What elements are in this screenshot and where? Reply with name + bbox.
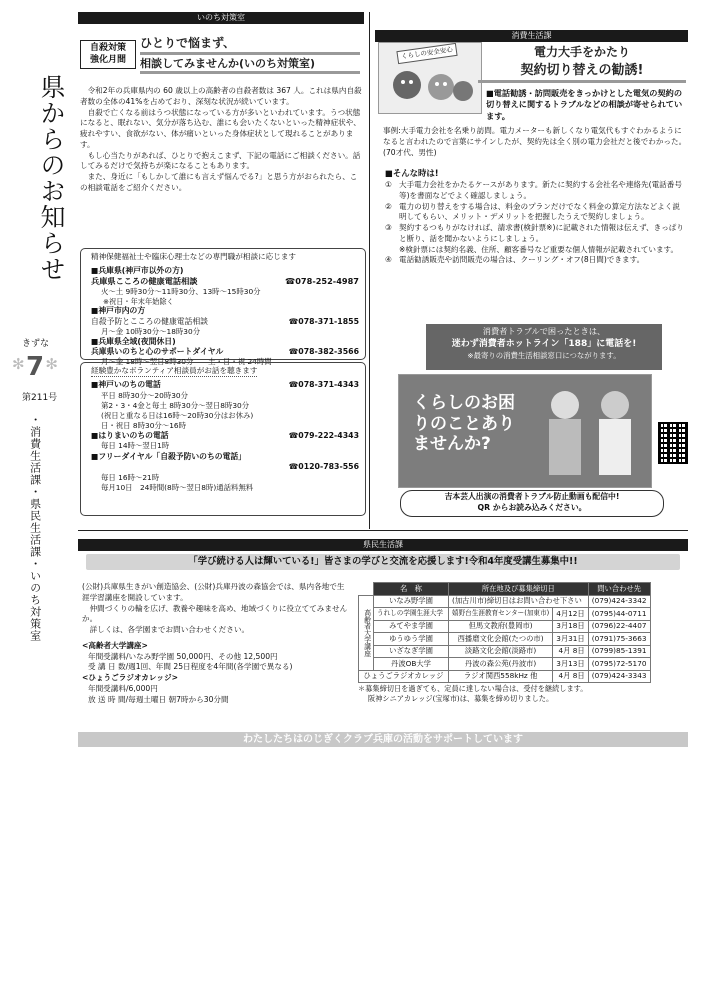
phone-number[interactable]: (0799)85-1391 <box>588 645 650 658</box>
service-hours: 毎日 14時～翌日1時 <box>101 441 170 451</box>
service-note: ※祝日・年末年始除く <box>103 296 174 306</box>
school-table <box>358 582 651 683</box>
paragraph: (公財)兵庫県生きがい創造協会、(公財)兵庫丹波の森協会では、県内各地で生涯学習講座を開設しています。 <box>82 582 345 602</box>
service-hours: 月～金 10時30分～18時30分 <box>101 326 201 336</box>
footer-banner: わたしたちはのじぎくクラブ兵庫の活動をサポートしています <box>78 732 688 747</box>
course-detail: 年間受講料/いなみ野学園 50,000円、その他 12,500円 <box>88 651 278 661</box>
service-hours: 毎日 16時～21時 <box>101 472 160 482</box>
hotline-box <box>426 324 662 370</box>
side-label: 高齢者大学講座 <box>359 595 374 670</box>
magazine-name: きずな <box>22 339 50 349</box>
hotline-note: ※最寄りの消費生活相談窓口につながります。 <box>467 350 621 360</box>
magazine-section-title: 県からのお知らせ <box>37 74 66 282</box>
table-row: 丹波OB大学 丹波の森公苑(丹波市) 3月13日 (0795)72-5170 <box>359 658 651 671</box>
shohi-title-2: 契約切り替えの勧誘! <box>478 62 686 83</box>
box-intro: 精神保健福祉士や臨床心理士などの専門職が相談に応じます <box>91 252 297 261</box>
banner-text: くらしのお困りのことありませんか? <box>413 393 515 455</box>
column-divider <box>369 12 370 529</box>
table-note: 阪神シニアカレッジ(宝塚市)は、募集を締め切りました。 <box>368 693 554 703</box>
service-hours: 平日 8時30分～20時30分 <box>101 390 188 400</box>
qr-code-icon[interactable] <box>658 422 688 464</box>
mascot-flag: くらしの安全安心 <box>396 43 457 64</box>
inochi-title-1: ひとりで悩まず、 <box>140 35 360 55</box>
service-name: ■フリーダイヤル「自殺予防いのちの電話」 <box>91 451 246 461</box>
tip-item: ② 電力の切り替えをする場合は、料金のプランだけでなく料金の算定方法などよく説明してもらい、メリット・デメリットを把握したうえで契約しましょう。 <box>385 201 680 222</box>
paragraph: 自殺で亡くなる前はうつ状態になっている方が多いといわれています。うつ状態になると、眠れない、気分が落ち込む、誰にも会いたくないといった精神症状や、疲れやすい、食欲がない、体が痛いといった身体症状として現れることがあります。 <box>80 107 361 149</box>
paragraph: 詳しくは、各学園までお問い合わせください。 <box>89 625 250 635</box>
professional-consult-box <box>80 248 366 367</box>
tips-list <box>385 180 687 266</box>
consumer-video-banner[interactable] <box>398 374 652 488</box>
phone-number[interactable]: (079)424-3343 <box>588 670 650 683</box>
tips-heading: ■そんな時は! <box>385 168 439 178</box>
service-name: ■はりまいのちの電話 <box>91 430 169 440</box>
tip-item: ※検針票には契約名義、住所、顧客番号など重要な個人情報が記載されています。 <box>399 244 679 254</box>
video-notice <box>400 490 664 517</box>
case-example: 事例:大手電力会社を名乗り訪問。電力メーターも新しくなり電気代もすぐわかるようになると言われたので言葉にサインしたが、契約先は全く別の電力会社だと後でわかった。(70才代、男性) <box>383 126 687 157</box>
shohi-title-1: 電力大手をかたり <box>533 45 630 59</box>
campaign-tag: 自殺対策 強化月間 <box>80 40 136 69</box>
service-name: 兵庫県こころの健康電話相談 <box>91 276 198 287</box>
col-header: 問い合わせ先 <box>588 583 650 596</box>
area-label: ■兵庫県全域(夜間休日) <box>91 336 176 346</box>
tip-item: ④ 電話勧誘販売や訪問販売の場合は、クーリング・オフ(8日間)できます。 <box>385 255 645 265</box>
service-hours: 第2・3・4金と毎土 8時30分～翌日8時30分 <box>101 400 250 410</box>
hotline-line1: 消費者トラブルで困ったときは、 <box>482 326 606 336</box>
volunteer-consult-box <box>80 362 366 516</box>
service-hours: 毎月10日 24時間(8時～翌日8時)通話料無料 <box>101 482 254 492</box>
issue-label: 第211号 <box>22 393 58 403</box>
shohi-header: 消費生活課 <box>375 30 688 42</box>
phone-number[interactable]: ☎078-382-3566 <box>288 346 359 356</box>
paragraph: また、身近に「もしかして誰にも言えず悩んでる?」と思う方がおられたら、この相談電話をご紹介ください。 <box>80 172 358 193</box>
phone-number[interactable]: ☎078-371-1855 <box>288 316 359 326</box>
area-label: ■兵庫県(神戸市以外の方) <box>91 266 184 275</box>
service-name: 自殺予防とこころの健康電話相談 <box>91 316 208 326</box>
box-intro: 経験豊かなボランティア相談員がお話を聴きます <box>91 366 257 377</box>
service-name: 兵庫県いのちと心のサポートダイヤル <box>91 346 224 356</box>
inochi-header: いのち対策室 <box>78 12 364 24</box>
kenmin-banner: 「学び続ける人は輝いている!」皆さまの学びと交流を応援します!令和4年度受講生募集中!! <box>86 554 680 570</box>
table-row: みてやま学園 但馬文教府(豊岡市) 3月18日 (0796)22-4407 <box>359 620 651 633</box>
phone-number[interactable]: ☎078-252-4987 <box>285 276 359 287</box>
inochi-body <box>80 86 362 194</box>
area-label: ■神戸市内の方 <box>91 306 146 316</box>
table-row: いざなぎ学園 淡路文化会館(淡路市) 4月 8日 (0799)85-1391 <box>359 645 651 658</box>
page-number: 7 <box>25 352 45 382</box>
service-hours: (祝日と重なる日は16時～20時30分はお休み) <box>101 410 254 420</box>
mascot-drawing <box>379 43 479 111</box>
video-line1: 吉本芸人出演の消費者トラブル防止動画も配信中! <box>444 492 620 501</box>
phone-number[interactable]: (079)424-3342 <box>588 595 650 608</box>
paragraph: もし心当たりがあれば、ひとりで抱えこまず、下記の電話にご相談ください。話してみるだけで気持ちが楽になることもあります。 <box>80 150 361 171</box>
course-detail: 受 講 日 数/週1回、年間 25日程度を4年間(各学園で異なる) <box>88 662 293 672</box>
course-detail: 年間受講料/6,000円 <box>88 684 158 694</box>
video-line2: QR からお読み込みください。 <box>477 502 587 512</box>
shohi-lead: ■電話勧誘・訪問販売をきっかけとした電気の契約の切り替えに関するトラブルなどの相談が寄せられています。 <box>486 88 683 121</box>
kenmin-header: 県民生活課 <box>78 539 688 551</box>
comedians-photo <box>531 375 651 487</box>
table-row: ゆうゆう学園 西播磨文化会館(たつの市) 3月31日 (0791)75-3663 <box>359 633 651 646</box>
paragraph: 仲間づくりの輪を広げ、教養や趣味を高め、地域づくりに役立ててみませんか。 <box>82 603 348 624</box>
hotline-number[interactable]: 迷わず消費者ホットライン「188」に電話を! <box>451 338 637 349</box>
phone-number[interactable]: (0795)72-5170 <box>588 658 650 671</box>
table-header-row <box>359 583 651 596</box>
course-title: <高齢者大学講座> <box>82 640 148 650</box>
phone-number[interactable]: (0791)75-3663 <box>588 633 650 646</box>
phone-number[interactable]: (0796)22-4407 <box>588 620 650 633</box>
service-hours: 火～土 9時30分～11時30分、13時～15時30分 <box>101 287 261 297</box>
paragraph: 令和2年の兵庫県内の 60 歳以上の高齢者の自殺者数は 367 人。これは県内自殺者数の全体の41%を占めており、深刻な状況が続いています。 <box>80 86 362 106</box>
table-note: ＊募集締切日を過ぎても、定員に達しない場合は、受付を継続します。 <box>358 684 588 693</box>
section-divider <box>78 530 688 531</box>
phone-number[interactable]: ☎079-222-4343 <box>288 430 359 440</box>
inochi-title-2: 相談してみませんか(いのち対策室) <box>140 56 360 74</box>
table-row: ひょうごラジオカレッジ ラジオ関西558kHz 他 4月 8日 (079)424-3343 <box>359 670 651 683</box>
course-detail: 放 送 時 間/毎週土曜日 朝7時から30分間 <box>88 694 229 704</box>
kenmin-intro <box>82 582 352 706</box>
col-header: 所在地及び募集締切日 <box>449 583 589 596</box>
dept-list: ・消費生活課・県民生活課・いのち対策室 <box>28 414 42 642</box>
phone-number[interactable]: ☎078-371-4343 <box>288 380 359 389</box>
table-row: 高齢者大学講座 いなみ野学園 (加古川市)締切日はお問い合わせ下さい (079)424-3342 <box>359 595 651 608</box>
table-row: うれしの学園生涯大学 嬉野台生涯教育センター(加東市) 4月12日 (0795)44-0711 <box>359 608 651 621</box>
service-hours: 月～金 18時～翌日8時30分 土・日・祝 24時間 <box>101 357 272 367</box>
phone-number[interactable]: (0795)44-0711 <box>588 608 650 621</box>
service-hours: 日・祝日 8時30分～16時 <box>101 420 186 430</box>
school-table-wrap <box>358 582 651 704</box>
mascot-illustration <box>378 42 482 114</box>
issue-badge <box>10 350 60 386</box>
tip-item: ③ 契約するつもりがなければ、請求書(検針票※)に記載された情報は伝えず、きっぱりと断り、話を聞かないようにしましょう。 <box>385 223 684 243</box>
flower-icon: ✻ <box>45 355 58 373</box>
tip-item: ① 大手電力会社をかたるケースがあります。新たに契約する会社名や連絡先(電話番号等)を書面などでよく確認しましょう。 <box>385 180 682 200</box>
course-title: <ひょうごラジオカレッジ> <box>82 673 178 683</box>
phone-number[interactable]: ☎0120-783-556 <box>288 462 359 472</box>
service-name: ■神戸いのちの電話 <box>91 380 161 389</box>
flower-icon: ✻ <box>12 355 25 373</box>
col-header: 名 称 <box>374 583 449 596</box>
